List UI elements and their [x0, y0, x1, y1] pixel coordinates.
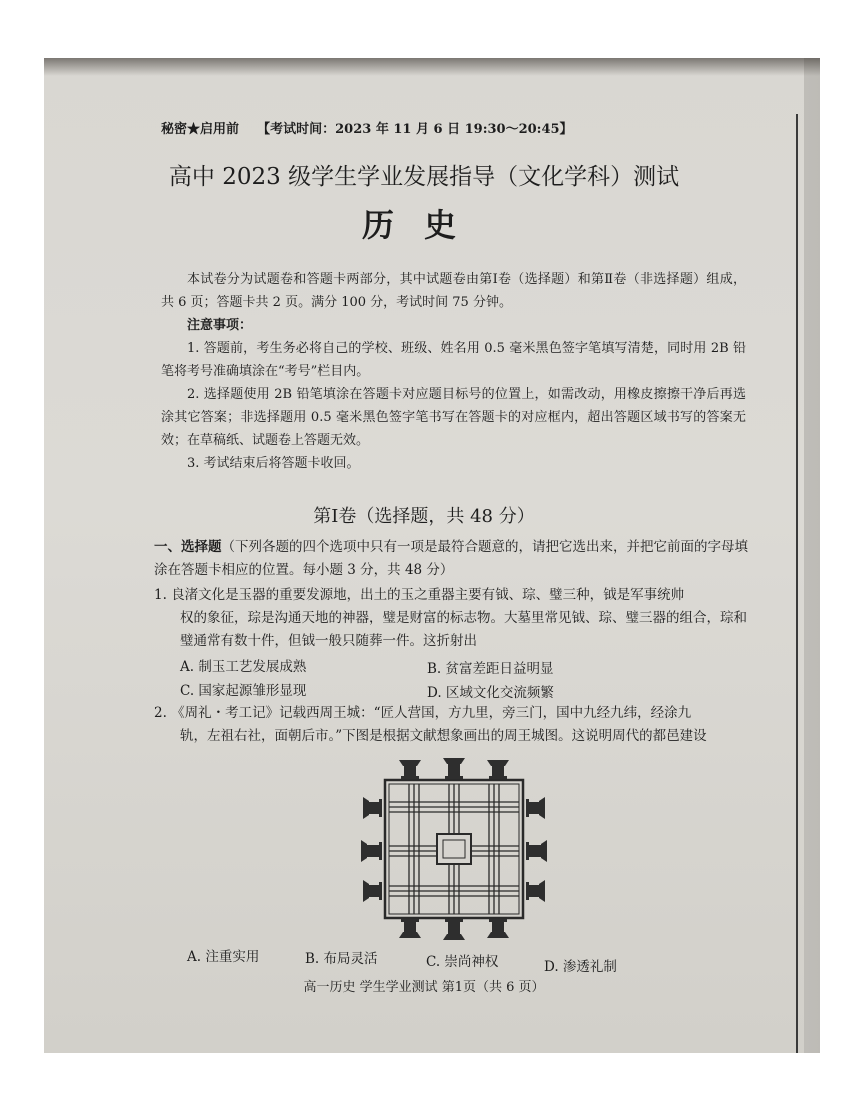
- exam-page: [44, 58, 804, 1053]
- photo-frame: [44, 58, 820, 1053]
- top-shadow: [44, 58, 820, 76]
- question-2-option-d: D. 渗透礼制: [544, 959, 617, 975]
- question-2-stem-first: 《周礼・考工记》记载西周王城：“匠人营国，方九里，旁三门，国中九经九纬，经涂九: [171, 705, 692, 721]
- notice-heading: 注意事项：: [187, 318, 253, 333]
- notice-item-3: 3. 考试结束后将答题卡收回。: [187, 456, 360, 471]
- question-2-option-b: B. 布局灵活: [305, 951, 378, 967]
- notice-item-1: 1. 答题前，考生务必将自己的学校、班级、姓名用 0.5 毫米黑色签字笔填写清楚，同时用 2B 铅笔将考号准确填涂在“考号”栏目内。: [161, 341, 746, 379]
- section-title: 第Ⅰ卷（选择题，共 48 分）: [313, 506, 535, 527]
- question-1-option-d: D. 区域文化交流频繁: [427, 685, 554, 701]
- subject-title: 历史: [361, 206, 486, 244]
- question-2-option-c: C. 崇尚神权: [426, 954, 499, 970]
- zhou-city-diagram: [359, 754, 549, 944]
- part1-desc: （下列各题的四个选项中只有一项是最符合题意的，请把它选出来，并把它前面的字母填涂在答题卡相应的位置。每小题 3 分，共 48 分）: [154, 539, 748, 578]
- question-2-stem-rest: 轨，左祖右社，面朝后市。”下图是根据文献想象画出的周王城图。这说明周代的都邑建设: [180, 728, 707, 744]
- question-2-first-line: [154, 702, 754, 725]
- question-2-number: 2.: [154, 705, 167, 721]
- exam-time: 【考试时间：2023 年 11 月 6 日 19:30～20:45】: [257, 122, 573, 137]
- intro-paragraph: 本试卷分为试题卷和答题卡两部分，其中试题卷由第Ⅰ卷（选择题）和第Ⅱ卷（非选择题）组成，共 6 页；答题卡共 2 页。满分 100 分，考试时间 75 分钟。: [161, 272, 746, 310]
- secret-label: 秘密★启用前: [161, 122, 240, 137]
- question-1-option-b: B. 贫富差距日益明显: [427, 661, 554, 677]
- part1-instructions: [154, 536, 754, 582]
- part1-label: 一、选择题: [154, 539, 222, 555]
- question-2-option-a: A. 注重实用: [187, 949, 260, 965]
- page-footer: 高一历史 学生学业测试 第1页（共 6 页）: [303, 980, 545, 995]
- header-line: [161, 118, 573, 137]
- question-1-first-line: [154, 584, 754, 607]
- exam-title: 高中 2023 级学生学业发展指导（文化学科）测试: [168, 164, 680, 190]
- question-1-number: 1.: [154, 587, 167, 603]
- question-1-option-c: C. 国家起源雏形显现: [180, 683, 307, 699]
- question-1-option-a: A. 制玉工艺发展成熟: [180, 659, 307, 675]
- notice-item-2: 2. 选择题使用 2B 铅笔填涂在答题卡对应题目标号的位置上，如需改动，用橡皮擦擦干净后再选涂其它答案；非选择题用 0.5 毫米黑色签字笔书写在答题卡的对应框内，超出答题区域书写的答案无效；在草稿纸、试题卷上答题无效。: [161, 387, 746, 448]
- question-1-stem-rest: 权的象征，琮是沟通天地的神器，璧是财富的标志物。大墓里常见钺、琮、璧三器的组合，琮和璧通常有数十件，但钺一般只随葬一件。这折射出: [180, 610, 747, 649]
- question-1-stem-first: 良渚文化是玉器的重要发源地，出土的玉之重器主要有钺、琮、璧三种，钺是军事统帅: [171, 587, 685, 603]
- page-edge-line: [796, 114, 798, 1053]
